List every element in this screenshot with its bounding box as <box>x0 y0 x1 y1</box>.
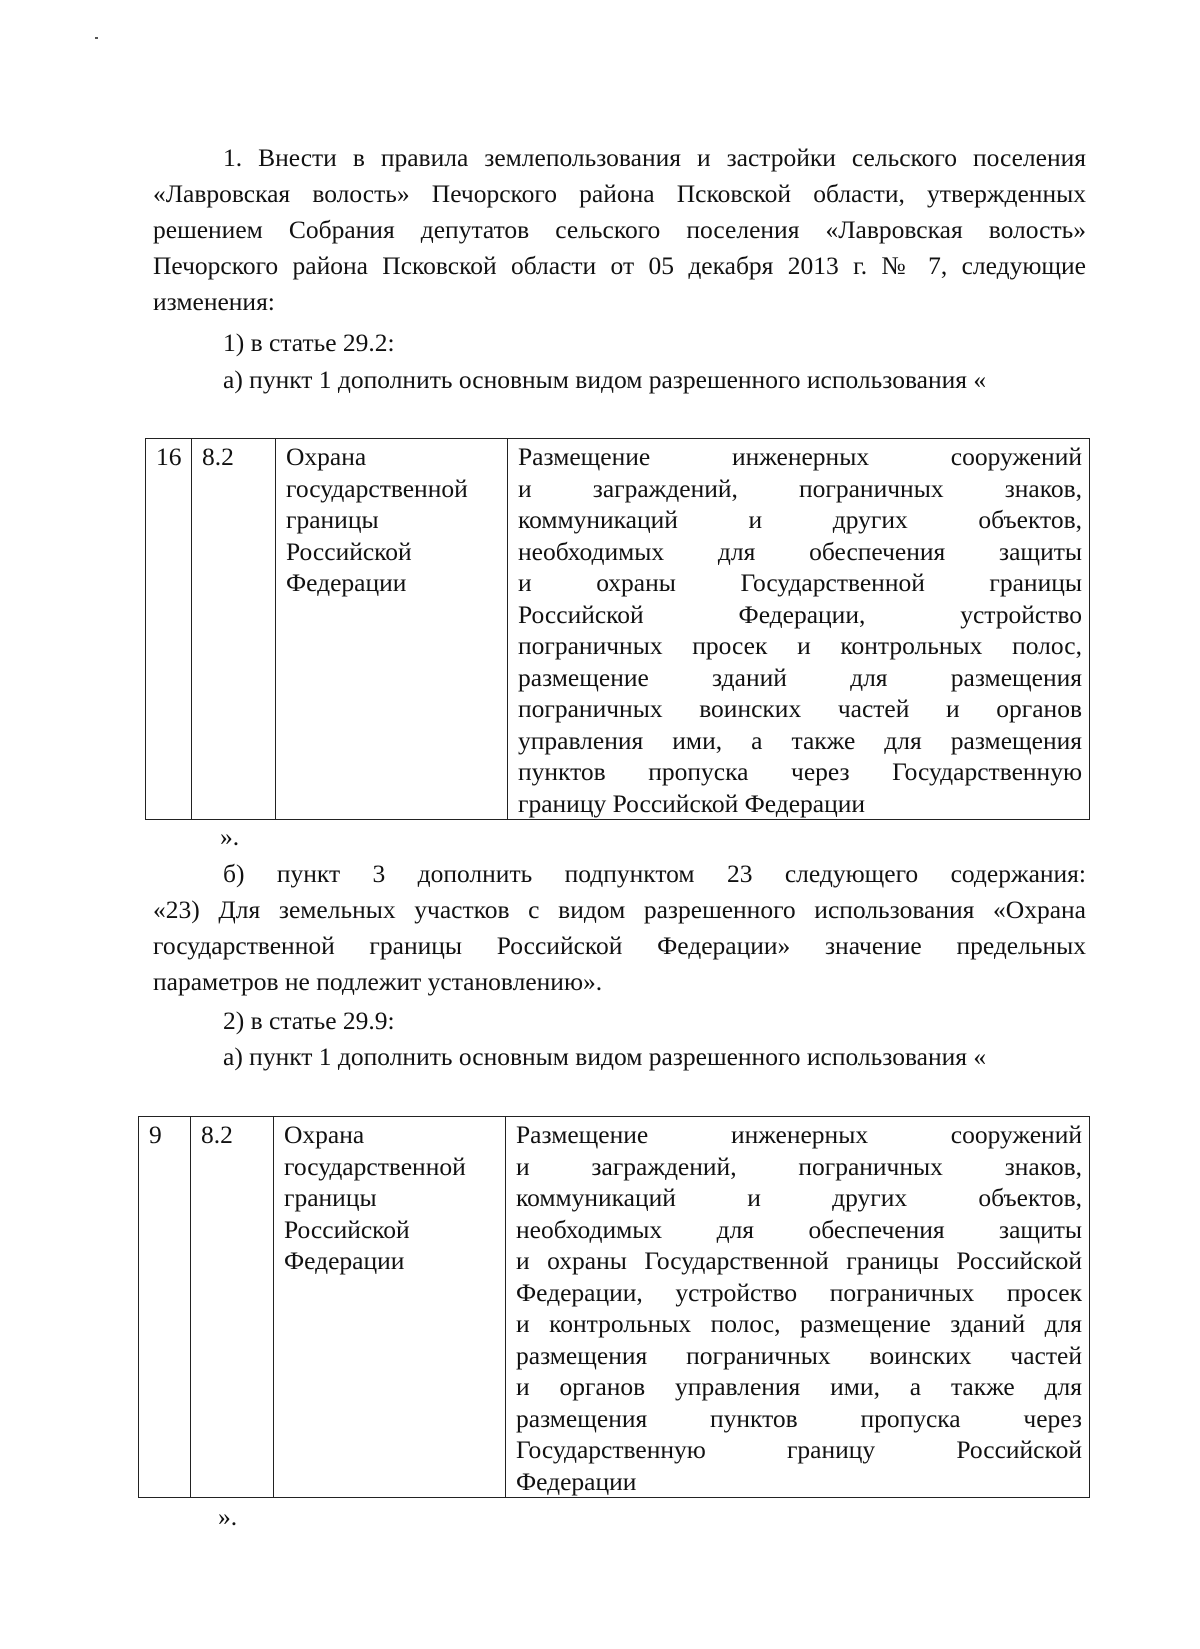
table-cell-description: Размещение инженерных сооружений и заграждений, пограничных знаков, коммуникаций и других объектов, необходимых для обеспечения защиты и охраны Государственной границы Российской Федерации, устройство пограничных просек и контрольных полос, размещение зданий для размещения пограничных воинских частей и органов управления ими, а также для размещения пунктов пропуска через Государственную границу Российской Федерации <box>508 439 1090 820</box>
table-cell-name: Охрана государственной границы Российской Федерации <box>274 1117 506 1498</box>
table-cell-description: Размещение инженерных сооружений и заграждений, пограничных знаков, коммуникаций и других объектов, необходимых для обеспечения защиты и охраны Государственной границы Российской Федерации, устройство пограничных просек и контрольных полос, размещение зданий для размещения пограничных воинских частей и органов управления ими, а также для размещения пунктов пропуска через Государственную границу Российской Федерации <box>506 1117 1090 1498</box>
item2-close-quote: ». <box>218 1502 238 1531</box>
item2-heading: 2) в статье 29.9: <box>223 1006 395 1035</box>
regulation-table-2 <box>138 1116 1090 1498</box>
item2-sub-a: а) пункт 1 дополнить основным видом разрешенного использования « <box>223 1042 987 1071</box>
regulation-table-1 <box>145 438 1090 820</box>
item1-heading: 1) в статье 29.2: <box>223 328 395 357</box>
scan-speck <box>95 37 98 39</box>
intro-line: «Лавровская волость» Печорского района Псковской области, утвержденных <box>153 179 1086 208</box>
sub-b-line: б) пункт 3 дополнить подпунктом 23 следующего содержания: <box>223 859 1086 888</box>
intro-line: 1. Внести в правила землепользования и застройки сельского поселения <box>223 143 1086 172</box>
table-row <box>139 1117 1090 1498</box>
table-cell-number: 9 <box>139 1117 191 1498</box>
item1-sub-b <box>153 856 1086 1000</box>
sub-b-line: «23) Для земельных участков с видом разрешенного использования «Охрана <box>153 895 1086 924</box>
table-cell-number: 16 <box>146 439 192 820</box>
intro-line: решением Собрания депутатов сельского поселения «Лавровская волость» <box>153 215 1086 244</box>
table-cell-code: 8.2 <box>192 439 276 820</box>
item1-close-quote: ». <box>220 822 240 851</box>
sub-b-line: параметров не подлежит установлению». <box>153 967 603 996</box>
table-cell-name: Охрана государственной границы Российской Федерации <box>276 439 508 820</box>
intro-line: Печорского района Псковской области от 05 декабря 2013 г. № 7, следующие <box>153 251 1086 280</box>
table-row <box>146 439 1090 820</box>
item1-sub-a: а) пункт 1 дополнить основным видом разрешенного использования « <box>223 365 987 394</box>
sub-b-line: государственной границы Российской Федерации» значение предельных <box>153 931 1086 960</box>
intro-line: изменения: <box>153 287 275 316</box>
intro-paragraph <box>153 140 1086 320</box>
table-cell-code: 8.2 <box>191 1117 274 1498</box>
